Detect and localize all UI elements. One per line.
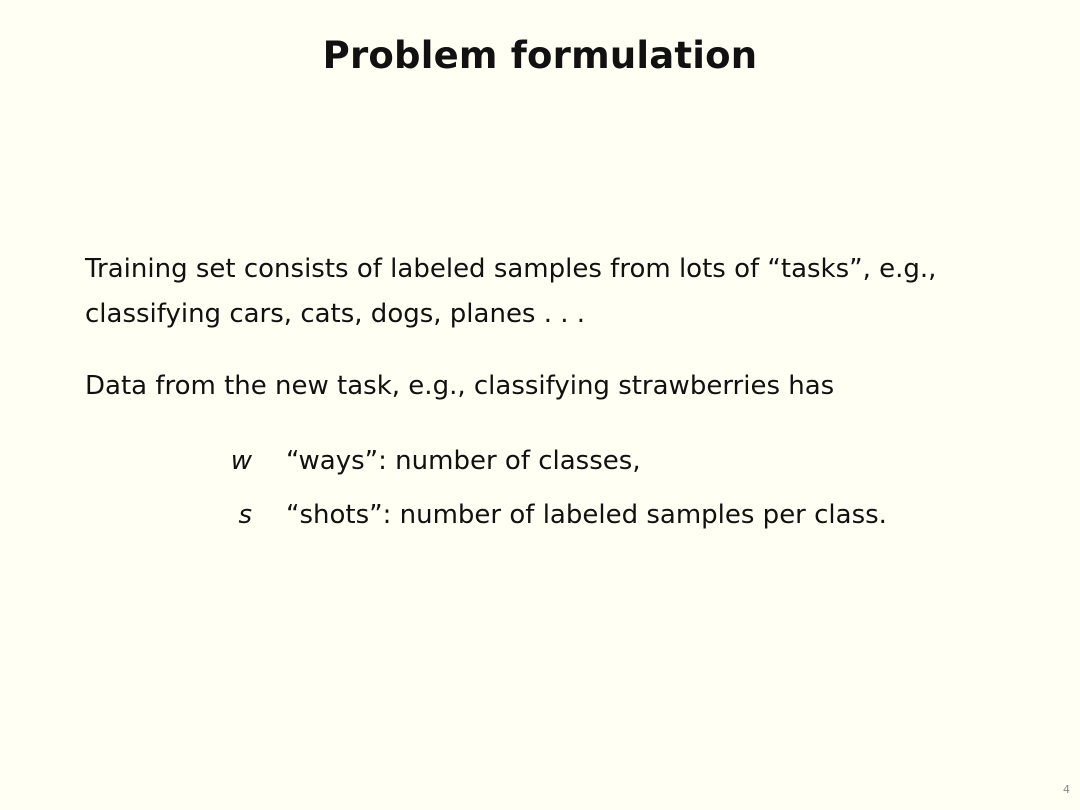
training-set-paragraph [85,247,936,337]
definition-symbol: s [238,500,252,530]
new-task-paragraph: Data from the new task, e.g., classifying strawberries has [85,371,835,401]
paragraph-line: classifying cars, cats, dogs, planes . . . [85,299,586,329]
slide-title: Problem formulation [322,34,758,77]
definition-description: “shots”: number of labeled samples per class. [286,500,887,530]
definition-description: “ways”: number of classes, [286,446,641,476]
page-number: 4 [1063,783,1070,796]
paragraph-line: Training set consists of labeled samples from lots of “tasks”, e.g., [85,254,937,284]
definition-symbol: w [230,446,252,476]
